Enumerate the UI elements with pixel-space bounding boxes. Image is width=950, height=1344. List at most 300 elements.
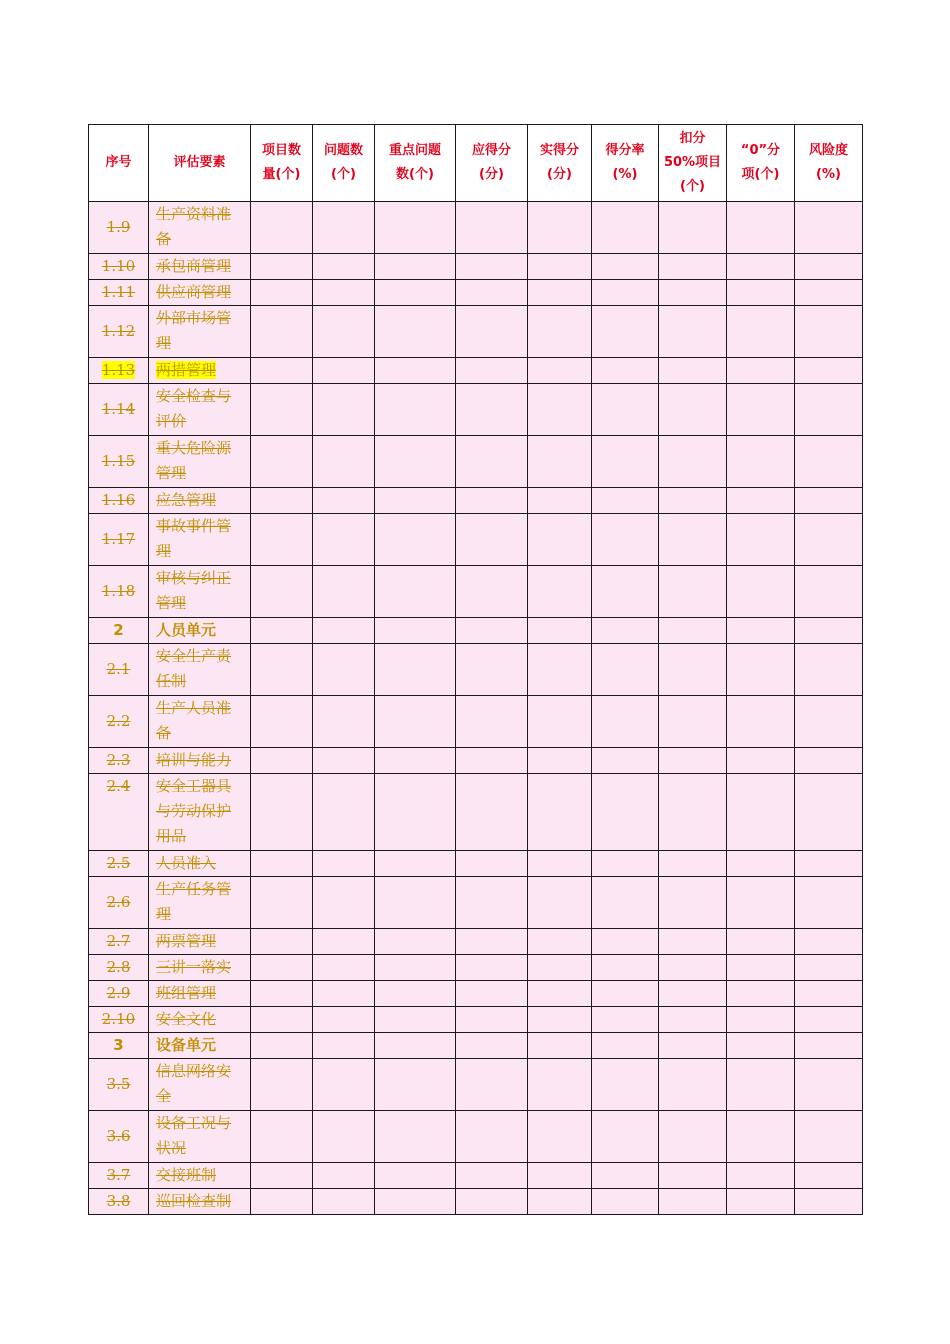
row-number: 2.2 <box>106 712 131 730</box>
row-number: 1.16 <box>101 491 136 509</box>
element-name-cell <box>149 280 251 306</box>
row-number-cell <box>89 384 149 436</box>
empty-value-cell <box>727 618 795 644</box>
element-name: 人员单元 <box>156 621 217 639</box>
empty-value-cell <box>456 1189 528 1215</box>
element-name-cell <box>149 1111 251 1163</box>
empty-value-cell <box>375 1189 456 1215</box>
element-name-cell <box>149 696 251 748</box>
row-number-cell <box>89 202 149 254</box>
empty-value-cell <box>528 644 592 696</box>
empty-value-cell <box>727 851 795 877</box>
header-cell: 应得分 (分) <box>456 125 528 202</box>
empty-value-cell <box>659 981 727 1007</box>
empty-value-cell <box>313 696 375 748</box>
element-name: 审核与纠正 管理 <box>156 569 232 612</box>
empty-value-cell <box>592 514 659 566</box>
empty-value-cell <box>528 436 592 488</box>
table-row <box>89 929 863 955</box>
empty-value-cell <box>528 488 592 514</box>
table-row <box>89 774 863 851</box>
element-name-cell <box>149 1059 251 1111</box>
empty-value-cell <box>795 929 863 955</box>
empty-value-cell <box>659 618 727 644</box>
row-number: 2.1 <box>106 660 131 678</box>
empty-value-cell <box>795 1007 863 1033</box>
element-name: 外部市场管 理 <box>156 309 232 352</box>
element-name: 安全文化 <box>156 1010 217 1028</box>
row-number: 3 <box>113 1036 124 1054</box>
empty-value-cell <box>251 696 313 748</box>
element-name-cell <box>149 877 251 929</box>
element-name-cell <box>149 618 251 644</box>
empty-value-cell <box>251 488 313 514</box>
element-name-cell <box>149 748 251 774</box>
empty-value-cell <box>456 955 528 981</box>
empty-value-cell <box>659 955 727 981</box>
row-number-cell <box>89 955 149 981</box>
element-name: 事故事件管 理 <box>156 517 232 560</box>
empty-value-cell <box>727 1163 795 1189</box>
empty-value-cell <box>456 696 528 748</box>
empty-value-cell <box>375 1033 456 1059</box>
element-name-cell <box>149 566 251 618</box>
empty-value-cell <box>528 1059 592 1111</box>
empty-value-cell <box>375 696 456 748</box>
row-number: 1.11 <box>101 283 136 301</box>
empty-value-cell <box>795 254 863 280</box>
empty-value-cell <box>456 436 528 488</box>
empty-value-cell <box>727 981 795 1007</box>
empty-value-cell <box>592 644 659 696</box>
empty-value-cell <box>659 488 727 514</box>
table-header-row <box>89 125 863 202</box>
element-name-cell <box>149 1033 251 1059</box>
empty-value-cell <box>727 254 795 280</box>
table-row <box>89 306 863 358</box>
element-name-cell <box>149 981 251 1007</box>
empty-value-cell <box>727 306 795 358</box>
element-name-cell <box>149 929 251 955</box>
empty-value-cell <box>251 1189 313 1215</box>
empty-value-cell <box>251 1007 313 1033</box>
empty-value-cell <box>528 1007 592 1033</box>
empty-value-cell <box>659 306 727 358</box>
empty-value-cell <box>659 696 727 748</box>
empty-value-cell <box>456 488 528 514</box>
element-name: 承包商管理 <box>156 257 232 275</box>
empty-value-cell <box>795 877 863 929</box>
empty-value-cell <box>659 384 727 436</box>
table-row <box>89 644 863 696</box>
element-name: 生产人员准 备 <box>156 699 232 742</box>
empty-value-cell <box>251 280 313 306</box>
empty-value-cell <box>592 981 659 1007</box>
empty-value-cell <box>313 280 375 306</box>
row-number: 3.7 <box>106 1166 131 1184</box>
empty-value-cell <box>313 877 375 929</box>
row-number: 3.5 <box>106 1075 131 1093</box>
row-number: 2.4 <box>106 777 131 795</box>
header-cell: 评估要素 <box>149 125 251 202</box>
empty-value-cell <box>375 1163 456 1189</box>
empty-value-cell <box>795 981 863 1007</box>
empty-value-cell <box>659 1007 727 1033</box>
row-number: 2 <box>113 621 124 639</box>
empty-value-cell <box>727 384 795 436</box>
empty-value-cell <box>528 1189 592 1215</box>
element-name: 三讲一落实 <box>156 958 232 976</box>
empty-value-cell <box>456 514 528 566</box>
empty-value-cell <box>659 1111 727 1163</box>
empty-value-cell <box>375 877 456 929</box>
empty-value-cell <box>592 254 659 280</box>
row-number-cell <box>89 1111 149 1163</box>
empty-value-cell <box>456 748 528 774</box>
empty-value-cell <box>727 566 795 618</box>
element-name: 信息网络安 全 <box>156 1062 232 1105</box>
row-number-cell <box>89 566 149 618</box>
empty-value-cell <box>456 254 528 280</box>
empty-value-cell <box>251 618 313 644</box>
empty-value-cell <box>659 774 727 851</box>
empty-value-cell <box>727 696 795 748</box>
element-name: 安全生产责 任制 <box>156 647 232 690</box>
empty-value-cell <box>313 514 375 566</box>
empty-value-cell <box>456 981 528 1007</box>
empty-value-cell <box>456 1163 528 1189</box>
empty-value-cell <box>456 202 528 254</box>
empty-value-cell <box>795 436 863 488</box>
empty-value-cell <box>375 306 456 358</box>
empty-value-cell <box>251 384 313 436</box>
empty-value-cell <box>251 877 313 929</box>
table-row <box>89 1163 863 1189</box>
empty-value-cell <box>659 929 727 955</box>
element-name: 两措管理 <box>156 361 217 379</box>
row-number: 1.17 <box>101 530 136 548</box>
empty-value-cell <box>456 644 528 696</box>
empty-value-cell <box>313 384 375 436</box>
table-row <box>89 384 863 436</box>
empty-value-cell <box>795 202 863 254</box>
element-name: 交接班制 <box>156 1166 217 1184</box>
empty-value-cell <box>313 1111 375 1163</box>
empty-value-cell <box>456 1033 528 1059</box>
empty-value-cell <box>727 1189 795 1215</box>
row-number-cell <box>89 981 149 1007</box>
table-row <box>89 696 863 748</box>
empty-value-cell <box>727 488 795 514</box>
empty-value-cell <box>528 748 592 774</box>
header-cell: 项目数 量(个) <box>251 125 313 202</box>
empty-value-cell <box>313 488 375 514</box>
empty-value-cell <box>528 280 592 306</box>
empty-value-cell <box>528 1111 592 1163</box>
empty-value-cell <box>592 306 659 358</box>
empty-value-cell <box>659 254 727 280</box>
empty-value-cell <box>375 488 456 514</box>
table-row <box>89 254 863 280</box>
empty-value-cell <box>528 514 592 566</box>
empty-value-cell <box>251 851 313 877</box>
table-row <box>89 202 863 254</box>
table-row <box>89 436 863 488</box>
row-number: 2.8 <box>106 958 131 976</box>
header-cell: 实得分 (分) <box>528 125 592 202</box>
empty-value-cell <box>795 384 863 436</box>
empty-value-cell <box>251 1059 313 1111</box>
empty-value-cell <box>375 1111 456 1163</box>
element-name: 两票管理 <box>156 932 217 950</box>
element-name: 生产资料准 备 <box>156 205 232 248</box>
empty-value-cell <box>592 1033 659 1059</box>
empty-value-cell <box>313 436 375 488</box>
empty-value-cell <box>456 1059 528 1111</box>
row-number-cell <box>89 618 149 644</box>
element-name-cell <box>149 955 251 981</box>
element-name: 设备工况与 状况 <box>156 1114 232 1157</box>
row-number-cell <box>89 877 149 929</box>
element-name: 应急管理 <box>156 491 217 509</box>
empty-value-cell <box>251 1111 313 1163</box>
empty-value-cell <box>313 748 375 774</box>
empty-value-cell <box>313 202 375 254</box>
row-number-cell <box>89 306 149 358</box>
empty-value-cell <box>313 306 375 358</box>
row-number-cell <box>89 774 149 851</box>
empty-value-cell <box>659 1059 727 1111</box>
empty-value-cell <box>795 1189 863 1215</box>
empty-value-cell <box>795 1163 863 1189</box>
table-row <box>89 280 863 306</box>
empty-value-cell <box>528 1033 592 1059</box>
empty-value-cell <box>592 696 659 748</box>
row-number-cell <box>89 1189 149 1215</box>
empty-value-cell <box>456 618 528 644</box>
empty-value-cell <box>313 618 375 644</box>
row-number-cell <box>89 280 149 306</box>
element-name: 班组管理 <box>156 984 217 1002</box>
empty-value-cell <box>251 774 313 851</box>
empty-value-cell <box>528 384 592 436</box>
empty-value-cell <box>251 981 313 1007</box>
element-name-cell <box>149 774 251 851</box>
header-cell: 序号 <box>89 125 149 202</box>
element-name: 安全检查与 评价 <box>156 387 232 430</box>
empty-value-cell <box>313 929 375 955</box>
table-row <box>89 877 863 929</box>
empty-value-cell <box>795 774 863 851</box>
empty-value-cell <box>456 384 528 436</box>
empty-value-cell <box>795 696 863 748</box>
empty-value-cell <box>528 877 592 929</box>
element-name-cell <box>149 514 251 566</box>
empty-value-cell <box>592 1189 659 1215</box>
row-number: 1.9 <box>106 218 131 236</box>
empty-value-cell <box>592 566 659 618</box>
empty-value-cell <box>456 774 528 851</box>
empty-value-cell <box>313 566 375 618</box>
empty-value-cell <box>251 436 313 488</box>
empty-value-cell <box>592 929 659 955</box>
empty-value-cell <box>313 644 375 696</box>
empty-value-cell <box>659 436 727 488</box>
empty-value-cell <box>727 955 795 981</box>
empty-value-cell <box>313 981 375 1007</box>
element-name-cell <box>149 851 251 877</box>
table-row <box>89 748 863 774</box>
empty-value-cell <box>795 358 863 384</box>
empty-value-cell <box>659 358 727 384</box>
row-number-cell <box>89 851 149 877</box>
empty-value-cell <box>313 851 375 877</box>
empty-value-cell <box>592 955 659 981</box>
row-number: 2.7 <box>106 932 131 950</box>
row-number: 1.18 <box>101 582 136 600</box>
element-name: 人员准入 <box>156 854 217 872</box>
empty-value-cell <box>528 306 592 358</box>
empty-value-cell <box>659 280 727 306</box>
element-name: 培训与能力 <box>156 751 232 769</box>
row-number-cell <box>89 488 149 514</box>
element-name: 安全工器具 与劳动保护 用品 <box>156 777 232 845</box>
empty-value-cell <box>795 955 863 981</box>
empty-value-cell <box>251 202 313 254</box>
element-name-cell <box>149 384 251 436</box>
empty-value-cell <box>375 384 456 436</box>
row-number-cell <box>89 696 149 748</box>
empty-value-cell <box>592 877 659 929</box>
empty-value-cell <box>727 1111 795 1163</box>
empty-value-cell <box>659 566 727 618</box>
empty-value-cell <box>313 1189 375 1215</box>
empty-value-cell <box>313 358 375 384</box>
row-number: 1.12 <box>101 322 136 340</box>
element-name-cell <box>149 358 251 384</box>
empty-value-cell <box>592 774 659 851</box>
empty-value-cell <box>795 1059 863 1111</box>
empty-value-cell <box>592 851 659 877</box>
empty-value-cell <box>251 1163 313 1189</box>
header-cell: 问题数 (个) <box>313 125 375 202</box>
row-number-cell <box>89 1059 149 1111</box>
empty-value-cell <box>727 1033 795 1059</box>
table-row <box>89 488 863 514</box>
header-cell: 扣分 50%项目 (个) <box>659 125 727 202</box>
header-cell: 得分率 (%) <box>592 125 659 202</box>
empty-value-cell <box>528 696 592 748</box>
table-row <box>89 358 863 384</box>
element-name: 巡回检查制 <box>156 1192 232 1210</box>
row-number: 2.3 <box>106 751 131 769</box>
empty-value-cell <box>313 254 375 280</box>
row-number-cell <box>89 254 149 280</box>
empty-value-cell <box>528 254 592 280</box>
row-number: 2.5 <box>106 854 131 872</box>
empty-value-cell <box>456 851 528 877</box>
empty-value-cell <box>251 514 313 566</box>
element-name: 供应商管理 <box>156 283 232 301</box>
element-name: 生产任务管 理 <box>156 880 232 923</box>
evaluation-table <box>88 124 863 1215</box>
row-number: 1.10 <box>101 257 136 275</box>
empty-value-cell <box>659 851 727 877</box>
table-row <box>89 851 863 877</box>
row-number-cell <box>89 1163 149 1189</box>
empty-value-cell <box>375 618 456 644</box>
empty-value-cell <box>313 1007 375 1033</box>
empty-value-cell <box>528 202 592 254</box>
row-number: 1.13 <box>101 361 136 379</box>
row-number: 3.8 <box>106 1192 131 1210</box>
empty-value-cell <box>727 436 795 488</box>
row-number: 2.10 <box>101 1010 136 1028</box>
table-row <box>89 1007 863 1033</box>
empty-value-cell <box>375 566 456 618</box>
empty-value-cell <box>727 644 795 696</box>
row-number-cell <box>89 1033 149 1059</box>
empty-value-cell <box>795 280 863 306</box>
empty-value-cell <box>795 1111 863 1163</box>
empty-value-cell <box>456 566 528 618</box>
empty-value-cell <box>727 280 795 306</box>
empty-value-cell <box>375 929 456 955</box>
empty-value-cell <box>795 306 863 358</box>
empty-value-cell <box>592 1059 659 1111</box>
empty-value-cell <box>727 929 795 955</box>
empty-value-cell <box>375 981 456 1007</box>
empty-value-cell <box>528 358 592 384</box>
empty-value-cell <box>727 358 795 384</box>
empty-value-cell <box>528 851 592 877</box>
empty-value-cell <box>313 1033 375 1059</box>
row-number: 1.14 <box>101 400 136 418</box>
row-number-cell <box>89 748 149 774</box>
empty-value-cell <box>456 929 528 955</box>
empty-value-cell <box>251 358 313 384</box>
empty-value-cell <box>659 514 727 566</box>
empty-value-cell <box>456 306 528 358</box>
empty-value-cell <box>375 774 456 851</box>
row-number: 3.6 <box>106 1127 131 1145</box>
table-row <box>89 1111 863 1163</box>
empty-value-cell <box>727 202 795 254</box>
row-number: 1.15 <box>101 452 136 470</box>
empty-value-cell <box>375 851 456 877</box>
element-name-cell <box>149 1189 251 1215</box>
element-name-cell <box>149 1007 251 1033</box>
row-number: 2.6 <box>106 893 131 911</box>
empty-value-cell <box>795 748 863 774</box>
row-number-cell <box>89 514 149 566</box>
empty-value-cell <box>456 1007 528 1033</box>
empty-value-cell <box>727 1059 795 1111</box>
empty-value-cell <box>375 644 456 696</box>
empty-value-cell <box>592 280 659 306</box>
empty-value-cell <box>592 488 659 514</box>
header-cell: 重点问题 数(个) <box>375 125 456 202</box>
empty-value-cell <box>659 877 727 929</box>
empty-value-cell <box>375 254 456 280</box>
empty-value-cell <box>313 774 375 851</box>
empty-value-cell <box>375 1059 456 1111</box>
empty-value-cell <box>375 280 456 306</box>
empty-value-cell <box>375 358 456 384</box>
element-name: 重大危险源 管理 <box>156 439 232 482</box>
header-cell: 风险度 (%) <box>795 125 863 202</box>
element-name-cell <box>149 254 251 280</box>
